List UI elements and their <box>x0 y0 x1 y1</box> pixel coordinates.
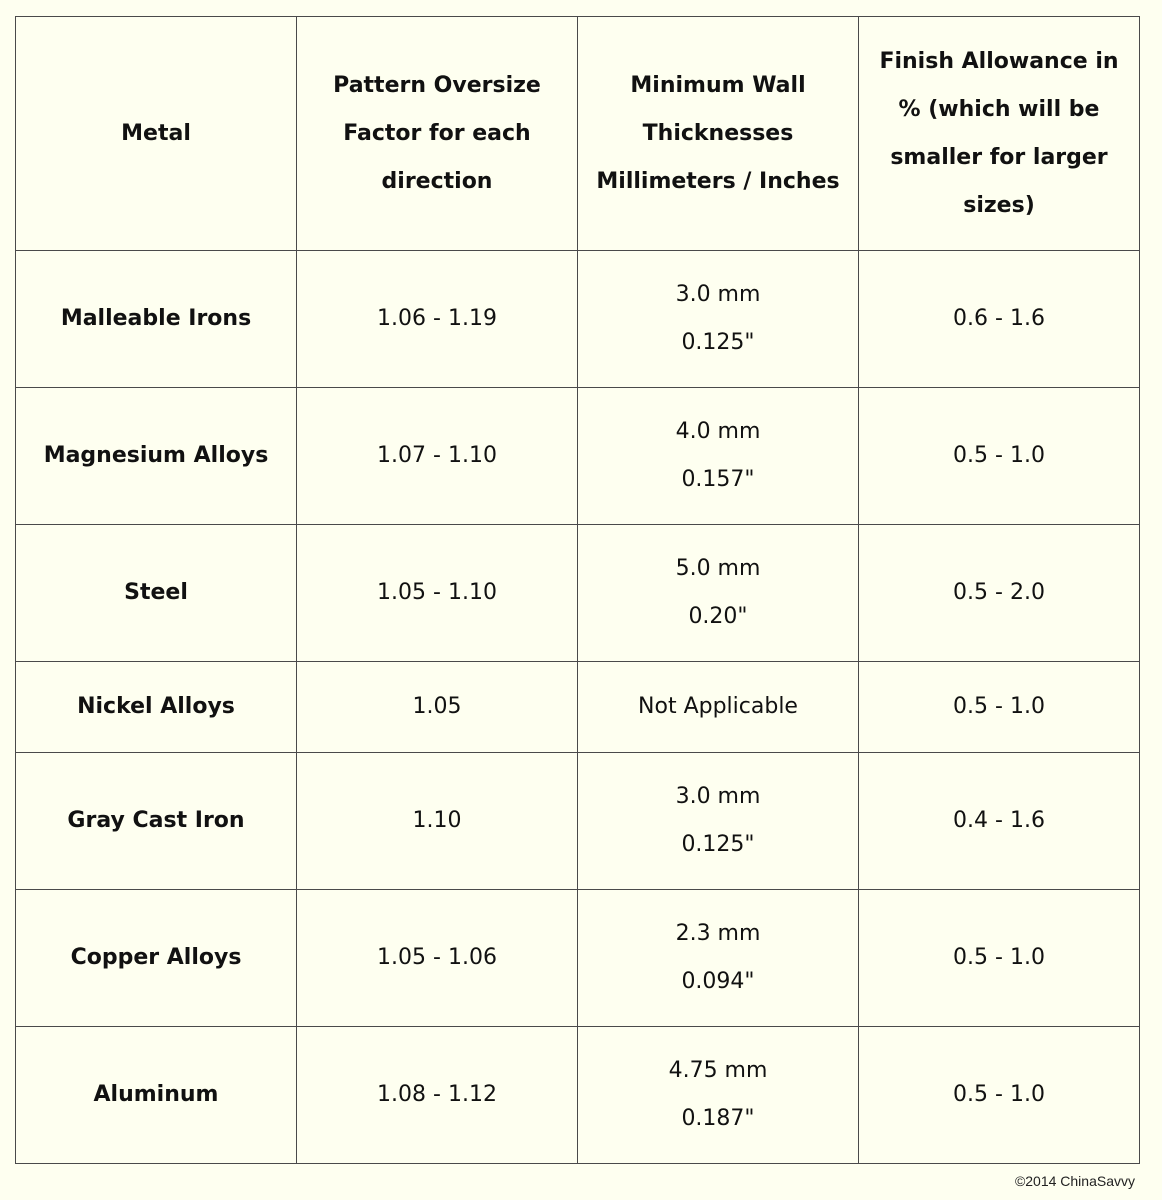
oversize-cell: 1.06 - 1.19 <box>297 251 578 388</box>
table-row <box>16 662 1140 752</box>
metal-cell: Nickel Alloys <box>16 662 297 752</box>
wall-cell <box>578 752 859 889</box>
wall-value: Not Applicable <box>638 693 798 719</box>
header-line: Millimeters / Inches <box>596 168 840 194</box>
wall-cell <box>578 1026 859 1163</box>
wall-inches: 0.20" <box>688 604 748 630</box>
finish-cell: 0.5 - 1.0 <box>859 388 1140 525</box>
header-line: Factor for each <box>343 120 531 146</box>
header-line: Pattern Oversize <box>333 72 541 98</box>
metal-cell: Steel <box>16 525 297 662</box>
oversize-cell: 1.08 - 1.12 <box>297 1026 578 1163</box>
casting-allowance-table-container <box>15 16 1139 1164</box>
wall-inches: 0.094" <box>681 968 755 994</box>
oversize-cell: 1.05 <box>297 662 578 752</box>
metal-cell: Gray Cast Iron <box>16 752 297 889</box>
wall-mm: 3.0 mm <box>675 282 761 308</box>
wall-mm: 5.0 mm <box>675 556 761 582</box>
header-line: direction <box>381 168 493 194</box>
header-pattern-oversize <box>297 17 578 251</box>
finish-cell: 0.5 - 1.0 <box>859 889 1140 1026</box>
copyright-notice: ©2014 ChinaSavvy <box>1014 1173 1135 1189</box>
wall-mm: 3.0 mm <box>675 783 761 809</box>
wall-cell <box>578 889 859 1026</box>
finish-cell: 0.5 - 2.0 <box>859 525 1140 662</box>
casting-allowance-table <box>15 16 1140 1164</box>
wall-cell <box>578 388 859 525</box>
table-row <box>16 889 1140 1026</box>
oversize-cell: 1.10 <box>297 752 578 889</box>
table-row <box>16 752 1140 889</box>
header-line: Thicknesses <box>642 120 794 146</box>
wall-mm: 4.0 mm <box>675 419 761 445</box>
metal-cell: Magnesium Alloys <box>16 388 297 525</box>
finish-cell: 0.5 - 1.0 <box>859 662 1140 752</box>
metal-cell: Malleable Irons <box>16 251 297 388</box>
wall-mm: 2.3 mm <box>675 920 761 946</box>
wall-inches: 0.157" <box>681 467 755 493</box>
table-row <box>16 1026 1140 1163</box>
header-line: % (which will be <box>898 96 1100 122</box>
header-line: smaller for larger <box>890 144 1108 170</box>
oversize-cell: 1.07 - 1.10 <box>297 388 578 525</box>
wall-inches: 0.125" <box>681 330 755 356</box>
metal-cell: Aluminum <box>16 1026 297 1163</box>
table-header-row <box>16 17 1140 251</box>
table-row <box>16 388 1140 525</box>
header-line: Minimum Wall <box>630 72 806 98</box>
finish-cell: 0.6 - 1.6 <box>859 251 1140 388</box>
wall-inches: 0.187" <box>681 1105 755 1131</box>
header-metal <box>16 17 297 251</box>
header-line: Metal <box>121 120 191 146</box>
oversize-cell: 1.05 - 1.10 <box>297 525 578 662</box>
wall-cell <box>578 525 859 662</box>
wall-cell <box>578 662 859 752</box>
finish-cell: 0.4 - 1.6 <box>859 752 1140 889</box>
table-row <box>16 251 1140 388</box>
wall-inches: 0.125" <box>681 831 755 857</box>
wall-cell <box>578 251 859 388</box>
finish-cell: 0.5 - 1.0 <box>859 1026 1140 1163</box>
wall-mm: 4.75 mm <box>668 1057 768 1083</box>
header-finish-allowance <box>859 17 1140 251</box>
header-line: Finish Allowance in <box>879 48 1119 74</box>
oversize-cell: 1.05 - 1.06 <box>297 889 578 1026</box>
header-line: sizes) <box>963 192 1035 218</box>
metal-cell: Copper Alloys <box>16 889 297 1026</box>
table-row <box>16 525 1140 662</box>
header-minimum-wall <box>578 17 859 251</box>
